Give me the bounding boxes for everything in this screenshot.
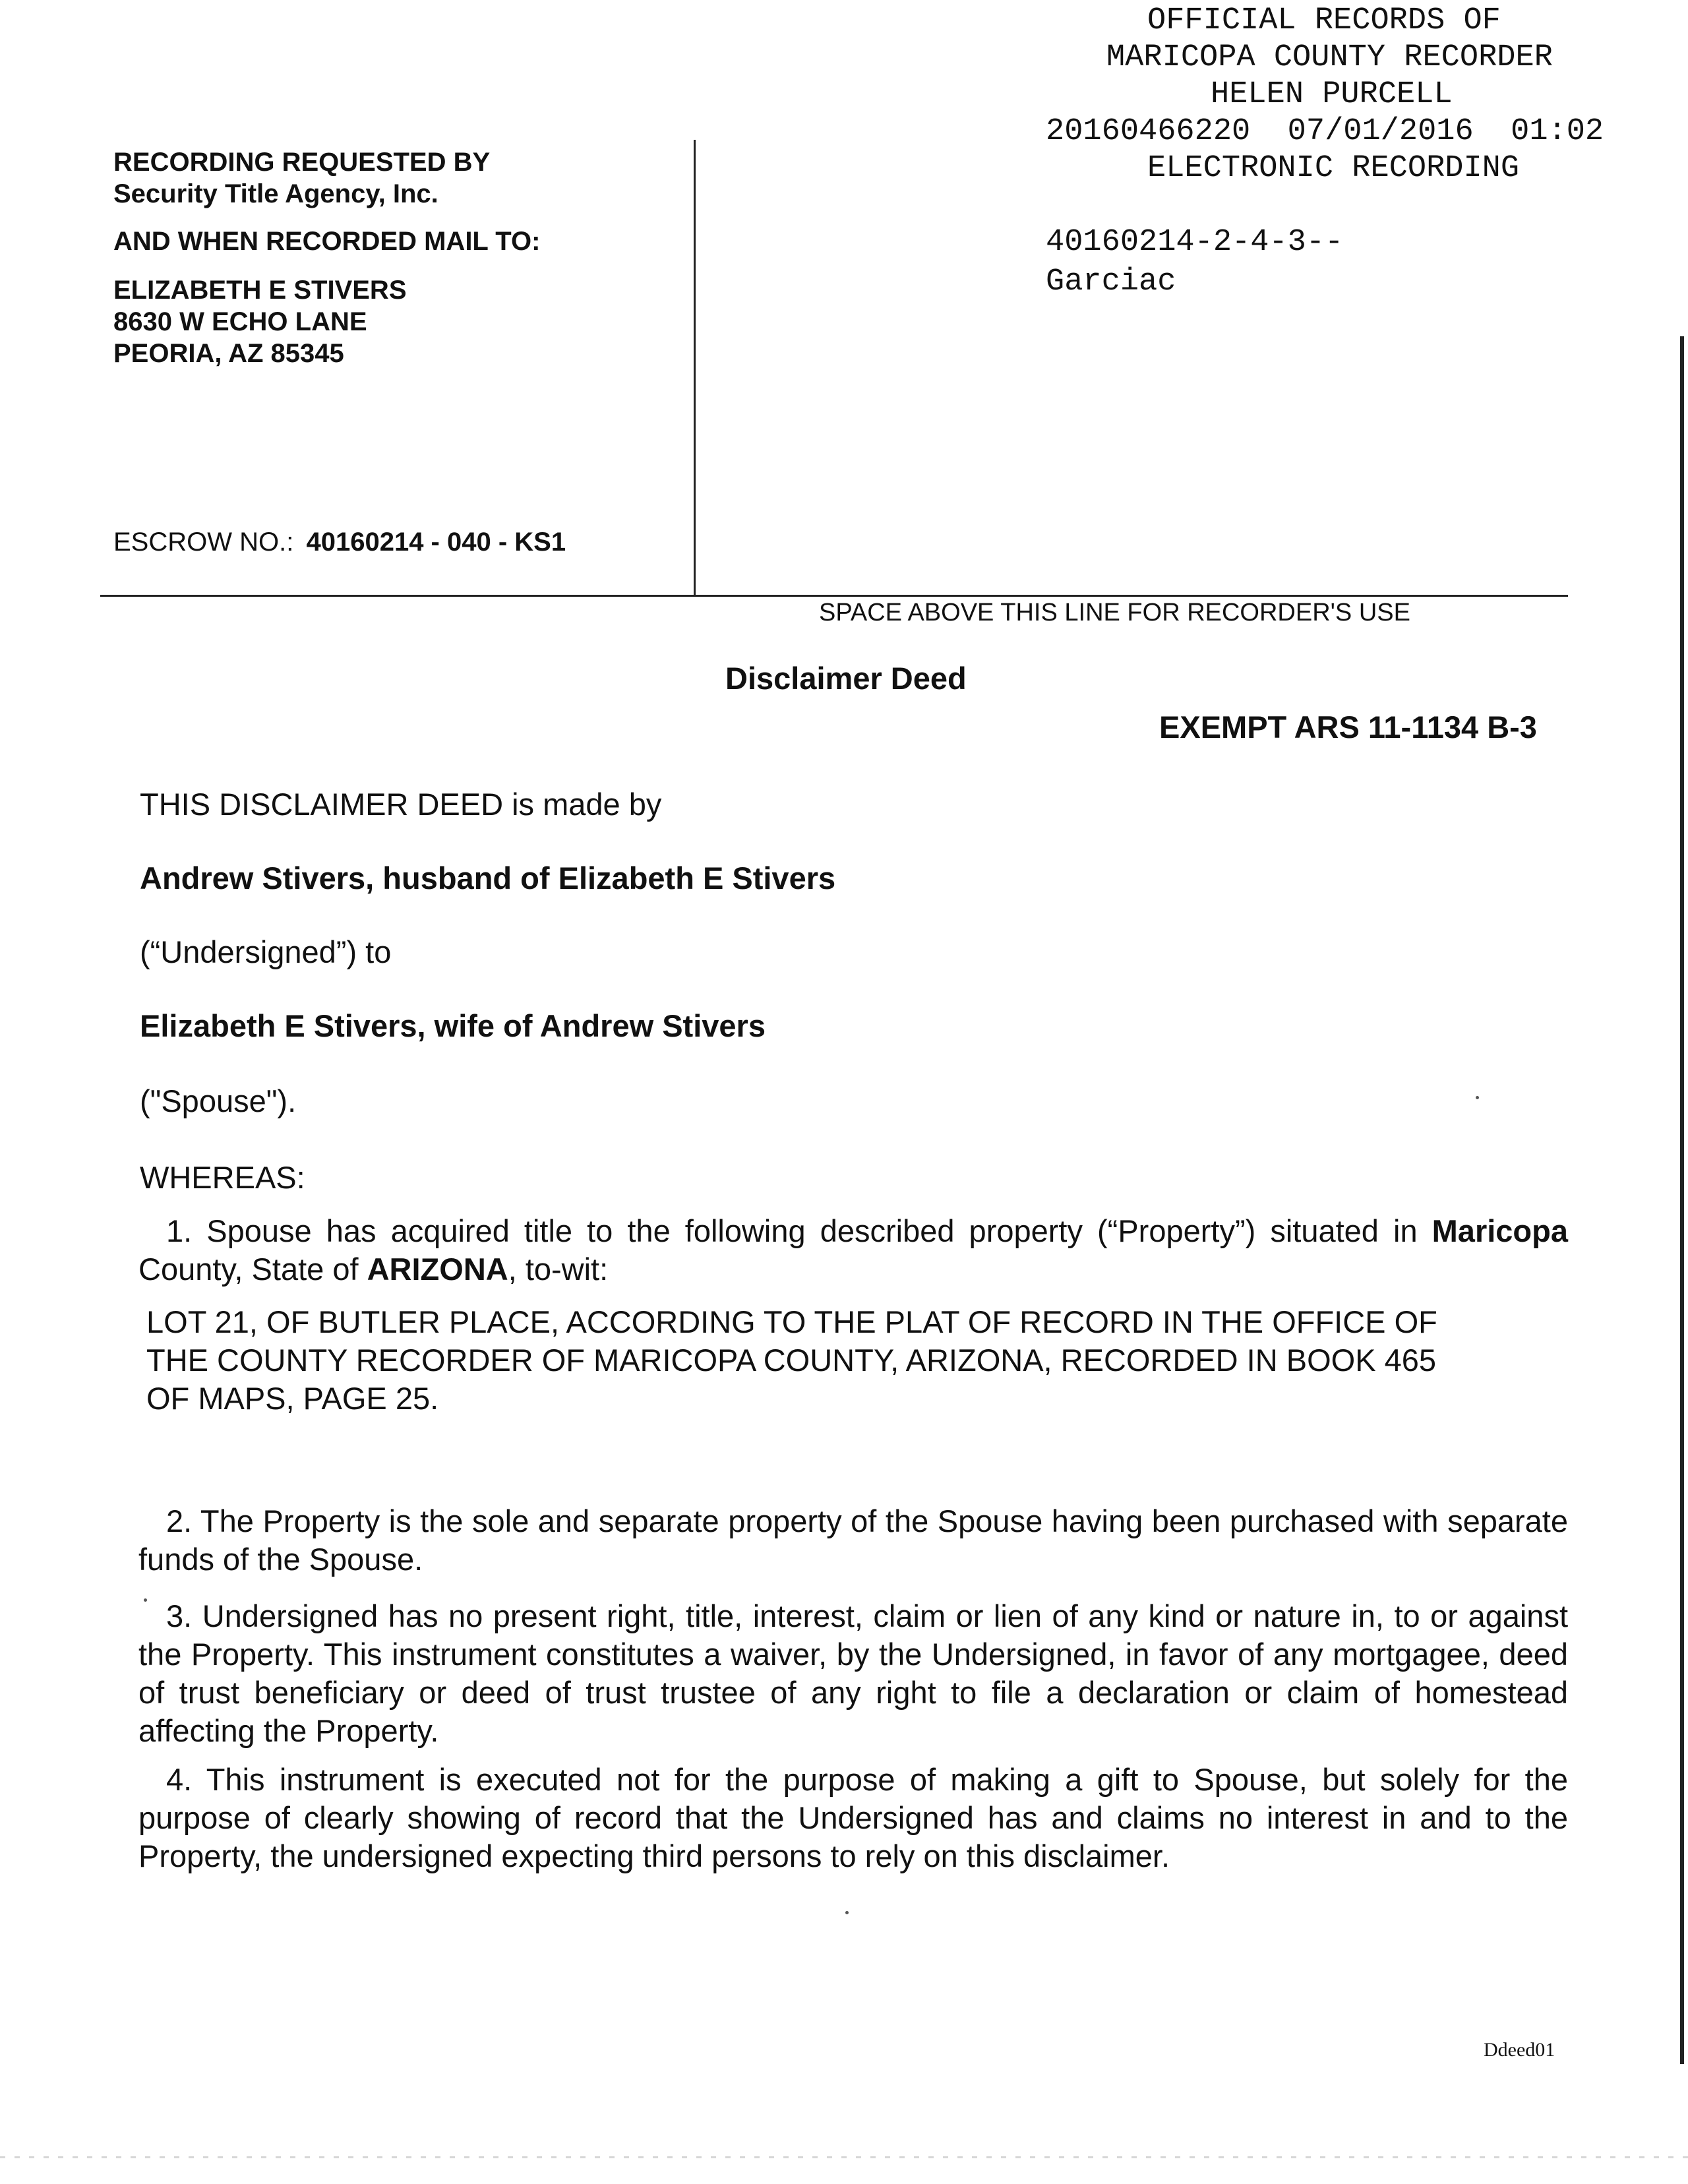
clause-2 [138,1502,1568,1579]
exemption-statute: EXEMPT ARS 11-1134 B-3 [1159,710,1537,744]
clause-2-text: The Property is the sole and separate property of the Spouse having been purchased with separate funds of the Spouse. [138,1503,1568,1577]
clause-2-number: 2. [166,1503,193,1538]
stamp-line-official-records: OFFICIAL RECORDS OF [1147,3,1501,38]
undersigned-label: (“Undersigned”) to [140,934,392,969]
mail-to-street: 8630 W ECHO LANE [113,307,367,336]
escrow-number: 40160214 - 040 - KS1 [306,528,566,557]
legal-description [146,1303,1564,1418]
clause-1-text-b: County, State of [138,1252,359,1287]
mail-to-city: PEORIA, AZ 85345 [113,339,344,368]
scan-speck [845,1911,849,1914]
spouse-label: ("Spouse"). [140,1083,297,1118]
intro-text: THIS DISCLAIMER DEED is made by [140,787,662,822]
legal-description-line-1: LOT 21, OF BUTLER PLACE, ACCORDING TO THE PLAT OF RECORD IN THE OFFICE OF [146,1304,1437,1339]
clause-4-number: 4. [166,1762,193,1797]
undersigned-name: Andrew Stivers, husband of Elizabeth E Stivers [140,861,836,895]
stamp-clerk-name: Garciac [1046,264,1176,299]
clause-4-text: This instrument is executed not for the purpose of making a gift to Spouse, but solely for the purpose of clearly showing of record that the Undersigned has and claims no interest in and to the Property, the undersigned expecting third persons to rely on this disclaimer. [138,1762,1568,1873]
stamp-reference-number: 40160214-2-4-3-- [1046,225,1344,260]
escrow-number-line [113,526,566,558]
clause-1-text-c: , to-wit: [508,1252,609,1287]
mail-to-heading: AND WHEN RECORDED MAIL TO: [113,227,541,256]
mail-to-name: ELIZABETH E STIVERS [113,276,407,305]
recorder-use-divider [100,595,1568,597]
form-code: Ddeed01 [1484,2039,1555,2061]
escrow-label: ESCROW NO.: [113,528,294,557]
scan-speck [144,1598,147,1602]
stamp-line-county-recorder: MARICOPA COUNTY RECORDER [1106,40,1553,75]
stamp-line-electronic-recording: ELECTRONIC RECORDING [1147,151,1520,186]
requested-by-heading: RECORDING REQUESTED BY [113,148,491,177]
scan-edge-artifact [0,2156,1688,2158]
clause-4 [138,1761,1568,1875]
header-divider-vertical [694,140,696,595]
scan-speck [1476,1096,1479,1099]
stamp-line-record-number-date: 20160466220 07/01/2016 01:02 [1046,114,1604,149]
clause-3-number: 3. [166,1598,193,1633]
recorder-use-note: SPACE ABOVE THIS LINE FOR RECORDER'S USE [819,599,1410,626]
clause-3 [138,1597,1568,1750]
legal-description-line-2: THE COUNTY RECORDER OF MARICOPA COUNTY, ARIZONA, RECORDED IN BOOK 465 [146,1343,1437,1378]
clause-1-number: 1. [166,1213,193,1248]
legal-description-line-3: OF MAPS, PAGE 25. [146,1381,439,1416]
whereas-heading: WHEREAS: [140,1160,305,1195]
clause-3-text: Undersigned has no present right, title, interest, claim or lien of any kind or nature in, to or against the Property. This instrument constitutes a waiver, by the Undersigned, in favor of any mortgagee, deed of trust beneficiary or deed of trust trustee of any right to file a declaration or claim of homestead affecting the Property. [138,1598,1569,1748]
clause-1-state: ARIZONA [367,1252,508,1287]
spouse-name: Elizabeth E Stivers, wife of Andrew Stivers [140,1008,766,1043]
requested-by-name: Security Title Agency, Inc. [113,179,438,208]
clause-1-county: Maricopa [1432,1213,1568,1248]
clause-1 [138,1212,1568,1289]
document-title: Disclaimer Deed [725,661,967,696]
stamp-line-recorder-name: HELEN PURCELL [1211,77,1453,112]
page-edge-line [1680,336,1684,2064]
clause-1-text-a: Spouse has acquired title to the following described property (“Property”) situated in [206,1213,1418,1248]
